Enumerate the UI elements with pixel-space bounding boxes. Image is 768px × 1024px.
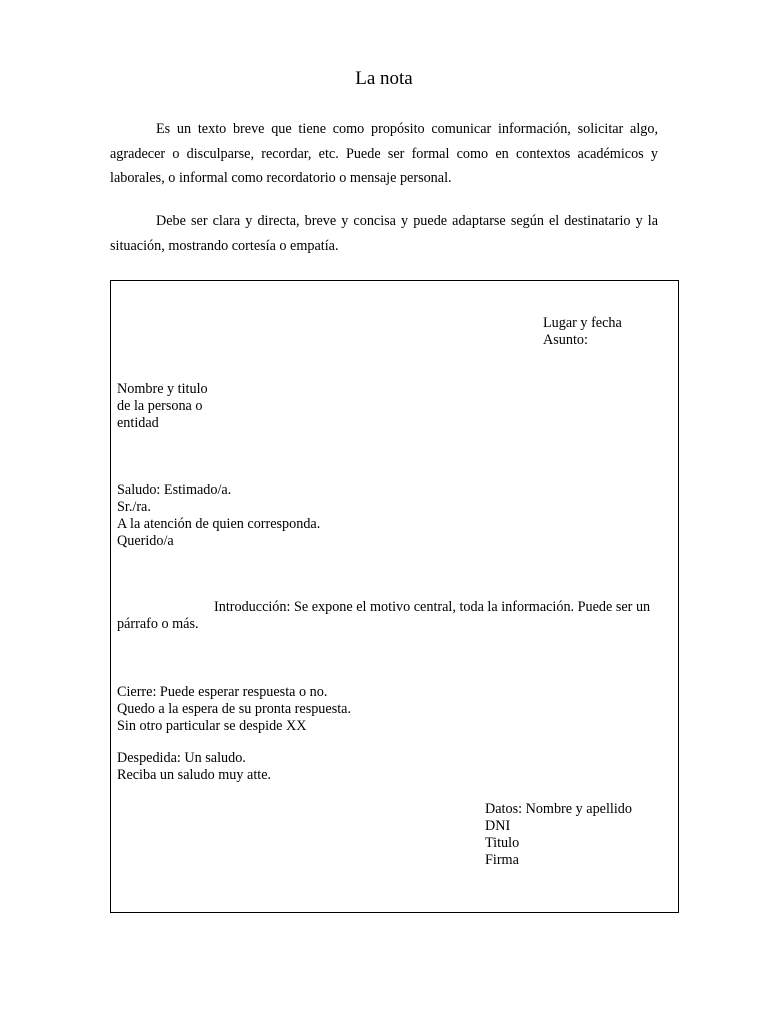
signature-line: Firma — [485, 852, 519, 868]
closing-line: Cierre: Puede esperar respuesta o no. — [117, 684, 328, 700]
sender-data-line: Datos: Nombre y apellido — [485, 801, 632, 817]
farewell-line: Reciba un saludo muy atte. — [117, 767, 272, 783]
place-date-block — [543, 315, 622, 349]
closing-line: Quedo a la espera de su pronta respuesta. — [117, 701, 352, 717]
greeting-line: Querido/a — [117, 533, 174, 549]
recipient-line: entidad — [117, 415, 159, 431]
sender-data-line: DNI — [485, 818, 511, 834]
recipient-line: Nombre y titulo — [117, 381, 208, 397]
recipient-block — [117, 381, 208, 432]
sender-data-block — [485, 801, 632, 869]
greeting-block — [117, 482, 320, 550]
greeting-line: A la atención de quien corresponda. — [117, 516, 321, 532]
place-date-line: Lugar y fecha — [543, 315, 622, 331]
greeting-line: Sr./ra. — [117, 499, 151, 515]
recipient-line: de la persona o — [117, 398, 203, 414]
greeting-line: Saludo: Estimado/a. — [117, 482, 232, 498]
farewell-line: Despedida: Un saludo. — [117, 750, 246, 766]
closing-block — [117, 684, 351, 735]
closing-line: Sin otro particular se despide XX — [117, 718, 307, 734]
page-title: La nota — [355, 68, 413, 89]
note-template-box — [110, 280, 679, 913]
sender-data-line: Titulo — [485, 835, 520, 851]
definition-paragraph: Es un texto breve que tiene como propósito comunicar información, solicitar algo, agradecer o disculparse, recordar, etc. Puede ser formal como en contextos académicos y laborales, o informal como recordatorio o mensaje personal. — [110, 121, 658, 186]
characteristics-paragraph: Debe ser clara y directa, breve y concisa y puede adaptarse según el destinatario y la situación, mostrando cortesía o empatía. — [110, 213, 658, 254]
farewell-block — [117, 750, 271, 784]
subject-line: Asunto: — [543, 332, 588, 348]
introduction-block: Introducción: Se expone el motivo central, toda la información. Puede ser un párrafo o más. — [117, 599, 651, 632]
